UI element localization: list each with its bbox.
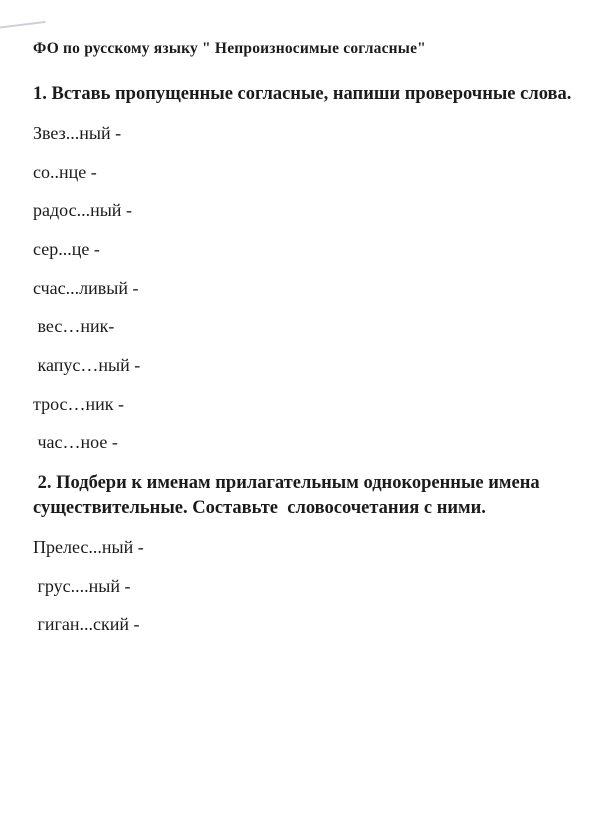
task2-heading: 2. Подбери к именам прилагательным однокоренные имена существительные. Составьте словосочетания с ними. bbox=[33, 473, 545, 519]
scan-artifact-line bbox=[0, 21, 46, 29]
word-line: грус....ный - bbox=[33, 575, 131, 596]
task1-heading: 1. Вставь пропущенные согласные, напиши проверочные слова. bbox=[33, 84, 572, 104]
document-title: ФО по русскому языку " Непроизносимые согласные" bbox=[33, 40, 426, 57]
word-line: час…ное - bbox=[33, 432, 118, 453]
task1-section bbox=[33, 82, 597, 453]
word-line: вес…ник- bbox=[33, 316, 115, 337]
word-line: сер...це - bbox=[33, 239, 100, 260]
word-line: Звез...ный - bbox=[33, 122, 122, 143]
task2-section bbox=[33, 471, 597, 635]
word-line: со..нце - bbox=[33, 161, 97, 182]
word-line: трос…ник - bbox=[33, 393, 125, 414]
word-line: гиган...ский - bbox=[33, 614, 140, 635]
word-line: капус…ный - bbox=[33, 355, 141, 376]
word-line: счас...ливый - bbox=[33, 277, 139, 298]
word-line: радос...ный - bbox=[33, 200, 132, 221]
word-line: Прелес...ный - bbox=[33, 537, 144, 558]
